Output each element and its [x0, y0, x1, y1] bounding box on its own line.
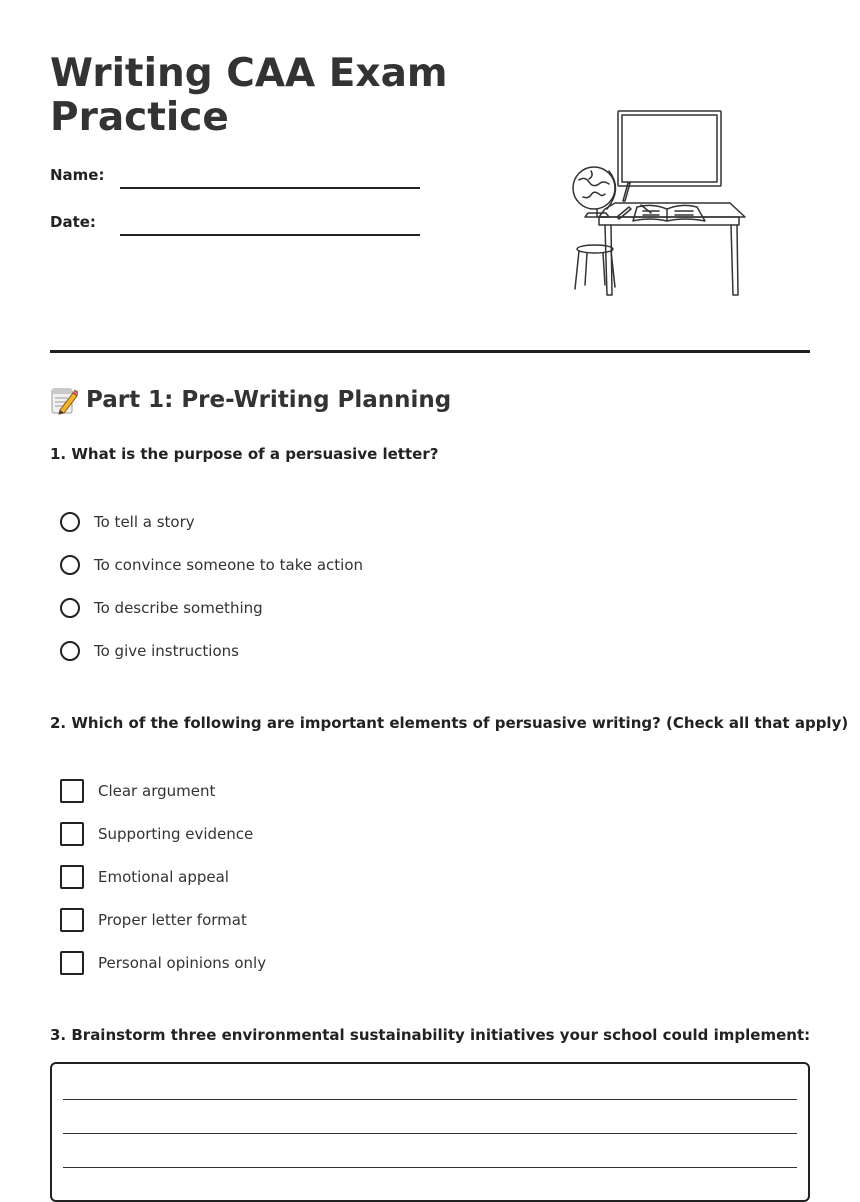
q1-option-2[interactable]: [60, 552, 363, 578]
option-label: To convince someone to take action: [94, 556, 364, 574]
option-label: Proper letter format: [98, 911, 247, 929]
q2-option-4[interactable]: [60, 907, 247, 933]
option-label: Personal opinions only: [98, 954, 267, 972]
page-title: Writing CAA Exam Practice: [50, 51, 448, 140]
classroom-desk-illustration: [565, 105, 750, 305]
question-2: 2. Which of the following are important elements of persuasive writing? (Check all that apply): [50, 714, 849, 732]
option-label: To describe something: [94, 599, 263, 617]
header-divider: [50, 350, 810, 353]
checkbox[interactable]: [60, 779, 84, 803]
date-field[interactable]: [120, 234, 420, 236]
answer-line: [63, 1099, 797, 1100]
q2-option-2[interactable]: [60, 821, 253, 847]
checkbox[interactable]: [60, 908, 84, 932]
question-3: 3. Brainstorm three environmental sustainability initiatives your school could implement:: [50, 1026, 811, 1044]
q1-option-3[interactable]: [60, 595, 263, 621]
answer-line: [63, 1167, 797, 1168]
option-label: To tell a story: [94, 513, 195, 531]
option-label: Supporting evidence: [98, 825, 254, 843]
radio-button[interactable]: [60, 598, 80, 618]
question-1: 1. What is the purpose of a persuasive letter?: [50, 445, 439, 463]
q2-option-3[interactable]: [60, 864, 229, 890]
q1-option-4[interactable]: [60, 638, 239, 664]
radio-button[interactable]: [60, 641, 80, 661]
option-label: To give instructions: [94, 642, 239, 660]
q2-option-5[interactable]: [60, 950, 266, 976]
answer-line: [63, 1133, 797, 1134]
radio-button[interactable]: [60, 555, 80, 575]
q2-option-1[interactable]: [60, 778, 215, 804]
section-heading-text: Part 1: Pre-Writing Planning: [86, 387, 452, 413]
option-label: Emotional appeal: [98, 868, 229, 886]
checkbox[interactable]: [60, 822, 84, 846]
radio-button[interactable]: [60, 512, 80, 532]
brainstorm-answer-box[interactable]: [50, 1062, 810, 1202]
name-label: Name:: [50, 166, 105, 184]
name-field[interactable]: [120, 187, 420, 189]
q1-option-1[interactable]: [60, 509, 195, 535]
section-heading-part-1: [50, 385, 451, 415]
option-label: Clear argument: [98, 782, 216, 800]
date-label: Date:: [50, 213, 96, 231]
memo-icon: [50, 385, 78, 415]
checkbox[interactable]: [60, 951, 84, 975]
checkbox[interactable]: [60, 865, 84, 889]
